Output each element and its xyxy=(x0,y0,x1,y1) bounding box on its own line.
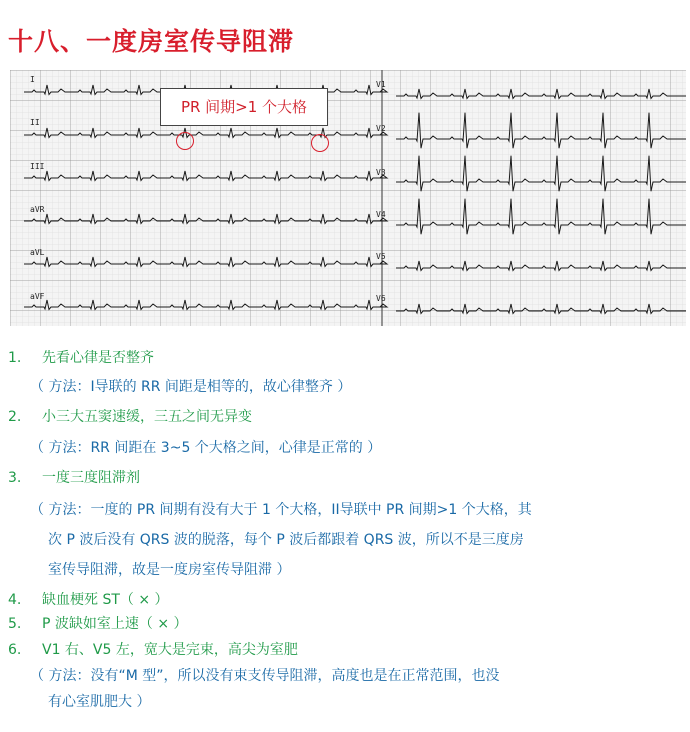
lead-label-v3: V3 xyxy=(376,168,386,177)
page-title: 十八、一度房室传导阻滞 xyxy=(8,27,295,56)
pr-highlight-circle xyxy=(176,132,194,150)
list-item: 4. 缺血梗死 ST（ × ） xyxy=(8,592,169,608)
lead-label-avf: aVF xyxy=(30,292,45,301)
list-item: 室传导阻滞，故是一度房室传导阻滞 ） xyxy=(48,562,291,578)
lead-label-v4: V4 xyxy=(376,210,386,219)
list-item: 次 P 波后没有 QRS 波的脱落，每个 P 波后都跟着 QRS 波，所以不是三度房 xyxy=(48,532,524,548)
lead-label-ii: II xyxy=(30,118,40,127)
list-item: （ 方法：RR 间距在 3~5 个大格之间，心律是正常的 ） xyxy=(30,440,382,456)
list-item: 2. 小三大五窦速缓，三五之间无异变 xyxy=(8,409,252,425)
list-item: （ 方法：没有“M 型”，所以没有束支传导阻滞，高度也是在正常范围，也没 xyxy=(30,668,500,684)
pr-interval-annotation: PR 间期>1 个大格 xyxy=(160,88,328,126)
lead-label-v1: V1 xyxy=(376,80,386,89)
list-item: 6. V1 右、V5 左，宽大是完束，高尖为室肥 xyxy=(8,642,298,658)
list-item: 3. 一度三度阻滞剂 xyxy=(8,470,140,486)
lead-label-v5: V5 xyxy=(376,252,386,261)
list-item: 5. P 波缺如室上速（ × ） xyxy=(8,616,188,632)
pr-highlight-circle xyxy=(311,134,329,152)
list-item: 1. 先看心律是否整齐 xyxy=(8,350,154,366)
lead-label-v6: V6 xyxy=(376,294,386,303)
lead-label-avr: aVR xyxy=(30,205,45,214)
lead-label-v2: V2 xyxy=(376,124,386,133)
list-item: 有心室肌肥大 ） xyxy=(48,694,151,710)
lead-label-i: I xyxy=(30,75,35,84)
list-item: （ 方法：一度的 PR 间期有没有大于 1 个大格，II导联中 PR 间期>1 个大格，其 xyxy=(30,502,532,518)
lead-label-avl: aVL xyxy=(30,248,45,257)
lead-label-iii: III xyxy=(30,162,45,171)
ecg-tracing-image xyxy=(10,70,686,326)
list-item: （ 方法：I导联的 RR 间距是相等的，故心律整齐 ） xyxy=(30,379,352,395)
